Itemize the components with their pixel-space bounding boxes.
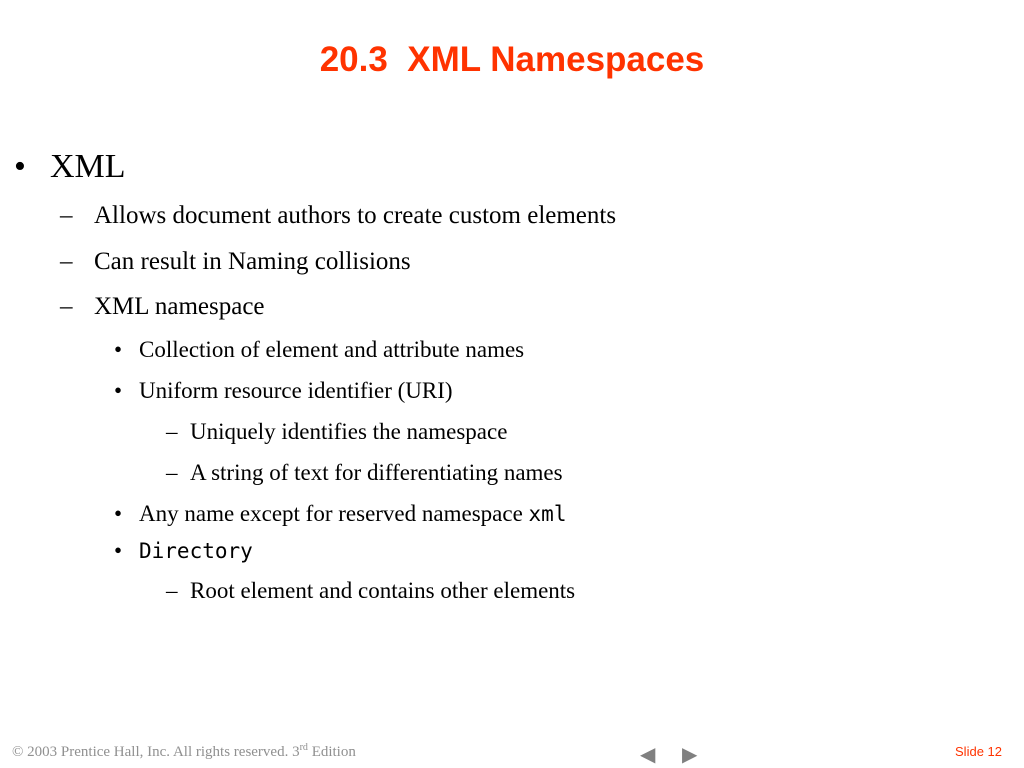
previous-slide-icon[interactable]: ◀ xyxy=(640,744,656,766)
bullet-xml: XML xyxy=(50,148,126,185)
bullet-namespace: XML namespace xyxy=(94,293,265,320)
dash-marker: – xyxy=(60,248,73,275)
bullet-string: A string of text for differentiating names xyxy=(190,460,563,485)
bullet-marker: • xyxy=(114,538,123,563)
copyright-footer xyxy=(12,742,356,761)
dash-marker: – xyxy=(166,419,178,444)
bullet-marker: • xyxy=(114,337,123,362)
bullet-marker: • xyxy=(114,378,123,403)
bullet-uri: Uniform resource identifier (URI) xyxy=(139,378,453,403)
any-name-text: Any name except for reserved namespace xyxy=(139,501,529,526)
dash-marker: – xyxy=(166,578,178,603)
next-slide-icon[interactable]: ▶ xyxy=(682,744,698,766)
copyright-text: 2003 Prentice Hall, Inc. All rights reserved. 3 xyxy=(23,744,300,760)
bullet-marker: • xyxy=(114,501,123,526)
bullet-uniquely: Uniquely identifies the namespace xyxy=(190,419,508,444)
bullet-allows: Allows document authors to create custom elements xyxy=(94,202,617,229)
dash-marker: – xyxy=(60,293,73,320)
ordinal-suffix: rd xyxy=(299,742,308,753)
reserved-xml-code: xml xyxy=(528,502,567,526)
bullet-any-name xyxy=(139,501,566,527)
dash-marker: – xyxy=(60,202,73,229)
edition-text: Edition xyxy=(307,744,356,760)
bullet-collection: Collection of element and attribute names xyxy=(139,337,525,362)
slide-title: 20.3 XML Namespaces xyxy=(319,40,705,79)
copyright-symbol: © xyxy=(12,744,24,760)
bullet-collisions: Can result in Naming collisions xyxy=(94,248,411,275)
bullet-root: Root element and contains other elements xyxy=(190,578,576,603)
slide-number: Slide 12 xyxy=(955,744,1002,759)
bullet-marker: • xyxy=(14,148,26,185)
bullet-directory: Directory xyxy=(139,539,253,563)
dash-marker: – xyxy=(166,460,178,485)
